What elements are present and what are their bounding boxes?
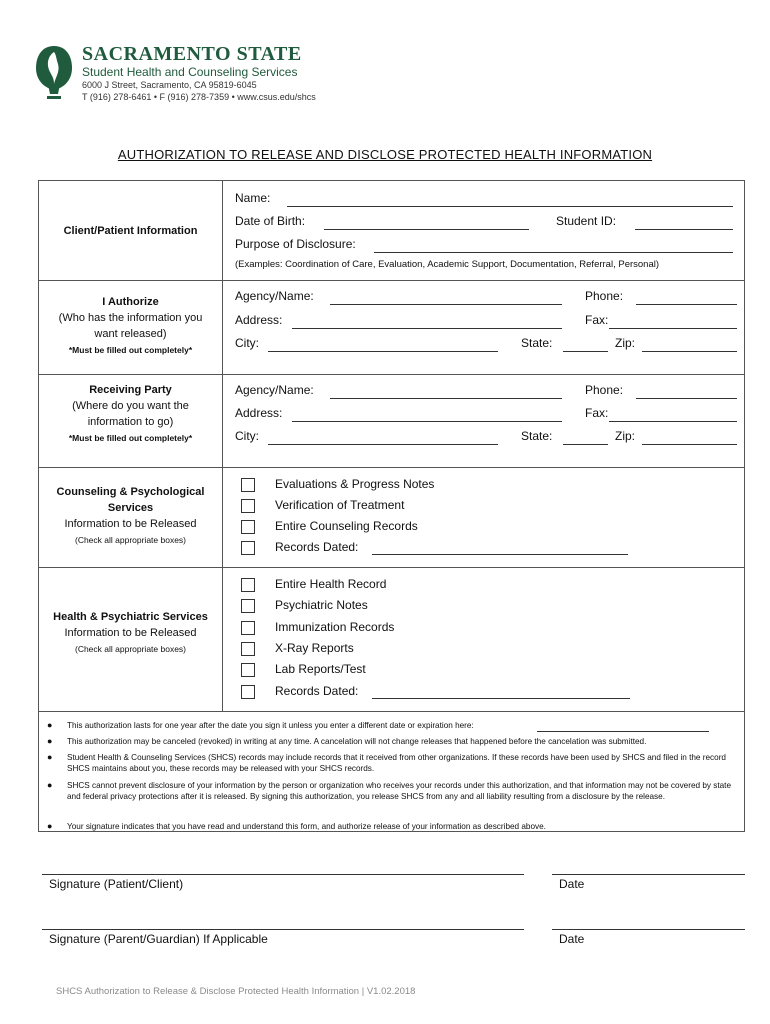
note-item: ● This authorization may be canceled (revoked) in writing at any time. A cancelation will not change releases that happened before the cancelation was submitted. bbox=[47, 736, 647, 746]
row-divider bbox=[39, 567, 744, 568]
recv-city-label: City: bbox=[235, 429, 259, 443]
health-item-label: Immunization Records bbox=[275, 620, 395, 634]
recv-fax-field[interactable] bbox=[609, 421, 737, 422]
counseling-item-label: Entire Counseling Records bbox=[275, 519, 418, 533]
authorization-form bbox=[38, 180, 745, 832]
health-item-label: X-Ray Reports bbox=[275, 641, 354, 655]
checkbox-verification[interactable] bbox=[241, 499, 255, 513]
org-name: SACRAMENTO STATE bbox=[82, 43, 302, 65]
guardian-date-label: Date bbox=[559, 932, 585, 946]
checkbox-entire-health[interactable] bbox=[241, 578, 255, 592]
auth-zip-field[interactable] bbox=[642, 351, 737, 352]
recv-fax-label: Fax: bbox=[585, 406, 609, 420]
recv-state-label: State: bbox=[521, 429, 553, 443]
document-title: AUTHORIZATION TO RELEASE AND DISCLOSE PROTECTED HEALTH INFORMATION bbox=[117, 147, 653, 162]
counseling-item-label: Verification of Treatment bbox=[275, 498, 405, 512]
patient-date-label: Date bbox=[559, 877, 585, 891]
auth-state-field[interactable] bbox=[563, 351, 608, 352]
purpose-label: Purpose of Disclosure: bbox=[235, 237, 356, 251]
recv-phone-label: Phone: bbox=[585, 383, 624, 397]
name-field[interactable] bbox=[287, 206, 733, 207]
recv-state-field[interactable] bbox=[563, 444, 608, 445]
auth-address-label: Address: bbox=[235, 313, 283, 327]
auth-phone-field[interactable] bbox=[636, 304, 737, 305]
recv-city-field[interactable] bbox=[268, 444, 498, 445]
recv-agency-field[interactable] bbox=[330, 398, 562, 399]
counseling-records-dated-field[interactable] bbox=[372, 554, 628, 555]
checkbox-psychiatric[interactable] bbox=[241, 599, 255, 613]
purpose-field[interactable] bbox=[374, 252, 733, 253]
row-divider bbox=[39, 467, 744, 468]
health-item-label: Lab Reports/Test bbox=[275, 662, 366, 676]
row-divider bbox=[39, 374, 744, 375]
health-item-label: Records Dated: bbox=[275, 684, 359, 698]
checkbox-entire-counseling[interactable] bbox=[241, 520, 255, 534]
recv-address-label: Address: bbox=[235, 406, 283, 420]
recv-agency-label: Agency/Name: bbox=[235, 383, 314, 397]
checkbox-lab[interactable] bbox=[241, 663, 255, 677]
dob-label: Date of Birth: bbox=[235, 214, 306, 228]
recv-zip-label: Zip: bbox=[615, 429, 636, 443]
footer-text: SHCS Authorization to Release & Disclose Protected Health Information | V1.02.2018 bbox=[56, 986, 416, 997]
auth-fax-field[interactable] bbox=[609, 328, 737, 329]
auth-city-label: City: bbox=[235, 336, 259, 350]
auth-phone-label: Phone: bbox=[585, 289, 624, 303]
counseling-section-label: Counseling & Psychological Services Information to be Released (Check all appropriate boxes) bbox=[56, 486, 205, 545]
guardian-signature-field[interactable] bbox=[42, 929, 524, 930]
auth-address-field[interactable] bbox=[292, 328, 562, 329]
student-id-label: Student ID: bbox=[556, 214, 617, 228]
bullet-icon: ● bbox=[47, 752, 53, 762]
column-divider bbox=[222, 181, 223, 711]
note-item: ● Student Health & Counseling Services (SHCS) records may include records that it received from other organizations. If these records have been used by SHCS and filed in the record SHCS maintains about you, these records may be released with your SHCS records. bbox=[47, 752, 726, 773]
recv-zip-field[interactable] bbox=[642, 444, 737, 445]
auth-agency-field[interactable] bbox=[330, 304, 562, 305]
bullet-icon: ● bbox=[47, 720, 53, 730]
bullet-icon: ● bbox=[47, 780, 53, 790]
health-item-label: Psychiatric Notes bbox=[275, 598, 368, 612]
auth-fax-label: Fax: bbox=[585, 313, 609, 327]
note-item: ● Your signature indicates that you have read and understand this form, and authorize release of your information as described above. bbox=[47, 821, 546, 831]
patient-signature-label: Signature (Patient/Client) bbox=[49, 877, 184, 891]
purpose-examples: (Examples: Coordination of Care, Evaluation, Academic Support, Documentation, Referral, Personal) bbox=[235, 259, 660, 270]
checkbox-xray[interactable] bbox=[241, 642, 255, 656]
hornet-logo-icon bbox=[34, 44, 74, 102]
dob-field[interactable] bbox=[324, 229, 529, 230]
expiration-date-field[interactable] bbox=[537, 731, 709, 732]
counseling-item-label: Evaluations & Progress Notes bbox=[275, 477, 435, 491]
health-section-label: Health & Psychiatric Services Information to be Released (Check all appropriate boxes) bbox=[53, 611, 208, 654]
authorize-section-label: I Authorize (Who has the information you want released) *Must be filled out completely* bbox=[58, 296, 203, 355]
auth-zip-label: Zip: bbox=[615, 336, 636, 350]
health-item-label: Entire Health Record bbox=[275, 577, 387, 591]
receiving-section-label: Receiving Party (Where do you want the information to go) *Must be filled out completely* bbox=[68, 384, 193, 443]
note-item: ● This authorization lasts for one year after the date you sign it unless you enter a different date or expiration here: bbox=[47, 720, 474, 730]
student-id-field[interactable] bbox=[635, 229, 733, 230]
counseling-item-label: Records Dated: bbox=[275, 540, 359, 554]
row-divider bbox=[39, 280, 744, 281]
patient-signature-field[interactable] bbox=[42, 874, 524, 875]
auth-state-label: State: bbox=[521, 336, 553, 350]
name-label: Name: bbox=[235, 191, 271, 205]
department-name: Student Health and Counseling Services bbox=[82, 65, 298, 79]
guardian-date-field[interactable] bbox=[552, 929, 745, 930]
checkbox-counseling-records-dated[interactable] bbox=[241, 541, 255, 555]
checkbox-health-records-dated[interactable] bbox=[241, 685, 255, 699]
org-contact: T (916) 278-6461 • F (916) 278-7359 • www.csus.edu/shcs bbox=[82, 92, 316, 102]
auth-city-field[interactable] bbox=[268, 351, 498, 352]
note-item: ● SHCS cannot prevent disclosure of your information by the person or organization who receives your records under this authorization, and that information may not be covered by state and federal privacy protections after it is released. By signing this authorization, you release SHCS from any and all liability resulting from a disclosure by the release. bbox=[47, 780, 731, 801]
bullet-icon: ● bbox=[47, 821, 53, 831]
checkbox-evaluations[interactable] bbox=[241, 478, 255, 492]
guardian-signature-label: Signature (Parent/Guardian) If Applicable bbox=[49, 932, 268, 946]
health-records-dated-field[interactable] bbox=[372, 698, 630, 699]
recv-phone-field[interactable] bbox=[636, 398, 737, 399]
checkbox-immunization[interactable] bbox=[241, 621, 255, 635]
auth-agency-label: Agency/Name: bbox=[235, 289, 314, 303]
recv-address-field[interactable] bbox=[292, 421, 562, 422]
bullet-icon: ● bbox=[47, 736, 53, 746]
org-address: 6000 J Street, Sacramento, CA 95819-6045 bbox=[82, 80, 257, 90]
row-divider bbox=[39, 711, 744, 712]
client-section-label: Client/Patient Information bbox=[63, 225, 198, 237]
patient-date-field[interactable] bbox=[552, 874, 745, 875]
